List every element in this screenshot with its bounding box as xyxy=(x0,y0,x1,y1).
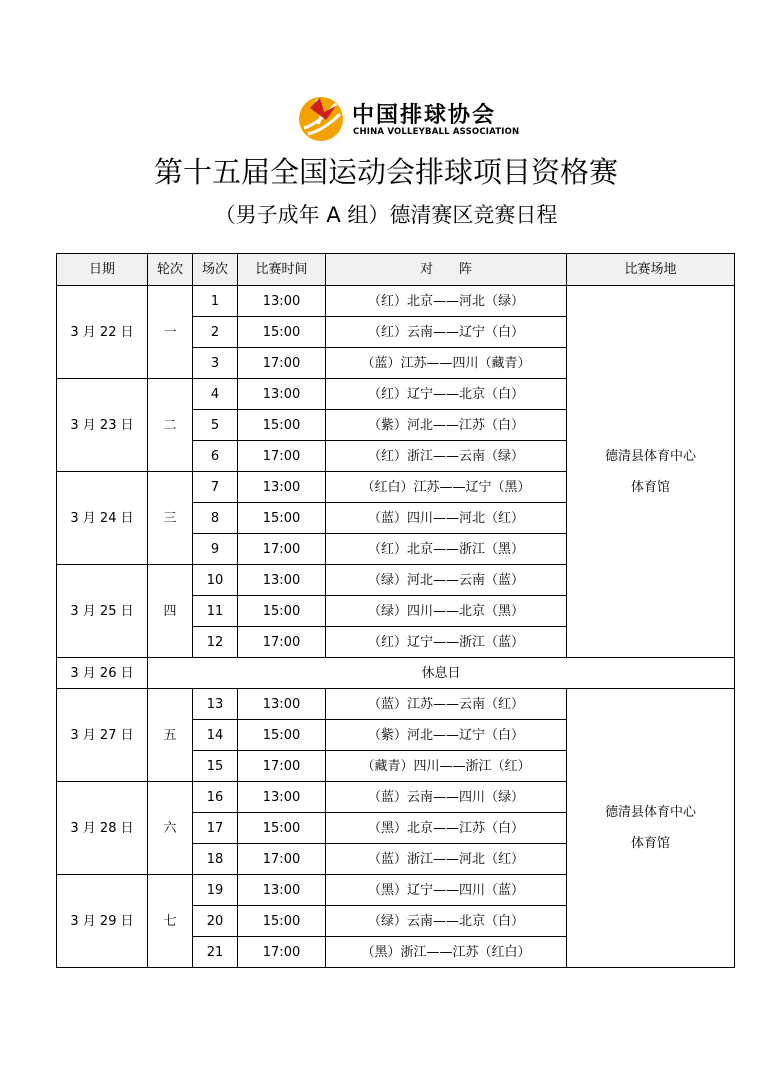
match-no-cell: 13 xyxy=(193,689,238,720)
header-time: 比赛时间 xyxy=(238,254,326,286)
logo-english-text: CHINA VOLLEYBALL ASSOCIATION xyxy=(353,127,520,137)
header-date: 日期 xyxy=(57,254,148,286)
match-no-cell: 12 xyxy=(193,627,238,658)
time-cell: 13:00 xyxy=(238,286,326,317)
time-cell: 17:00 xyxy=(238,534,326,565)
venue-cell xyxy=(567,689,735,968)
logo-chinese-text: 中国排球协会 xyxy=(352,102,497,128)
matchup-cell: （蓝）江苏——四川（藏青） xyxy=(326,348,567,379)
time-cell: 17:00 xyxy=(238,627,326,658)
date-cell: 3 月 29 日 xyxy=(57,875,148,968)
time-cell: 17:00 xyxy=(238,937,326,968)
header-matchup: 对 阵 xyxy=(326,254,567,286)
match-no-cell: 3 xyxy=(193,348,238,379)
round-cell: 三 xyxy=(148,472,193,565)
header-venue: 比赛场地 xyxy=(567,254,735,286)
matchup-cell: （红）云南——辽宁（白） xyxy=(326,317,567,348)
matchup-cell: （红）北京——河北（绿） xyxy=(326,286,567,317)
matchup-cell: （紫）河北——江苏（白） xyxy=(326,410,567,441)
date-cell: 3 月 23 日 xyxy=(57,379,148,472)
matchup-cell: （红）辽宁——浙江（蓝） xyxy=(326,627,567,658)
time-cell: 17:00 xyxy=(238,844,326,875)
rest-date-cell: 3 月 26 日 xyxy=(57,658,148,689)
matchup-cell: （蓝）浙江——河北（红） xyxy=(326,844,567,875)
match-no-cell: 18 xyxy=(193,844,238,875)
time-cell: 15:00 xyxy=(238,906,326,937)
match-no-cell: 6 xyxy=(193,441,238,472)
time-cell: 13:00 xyxy=(238,379,326,410)
venue-line1: 德清县体育中心 xyxy=(604,805,696,820)
matchup-cell: （绿）四川——北京（黑） xyxy=(326,596,567,627)
table-header-row xyxy=(57,254,735,286)
time-cell: 15:00 xyxy=(238,596,326,627)
time-cell: 17:00 xyxy=(238,348,326,379)
matchup-cell: （黑）浙江——江苏（红白） xyxy=(326,937,567,968)
matchup-cell: （蓝）云南——四川（绿） xyxy=(326,782,567,813)
match-no-cell: 16 xyxy=(193,782,238,813)
matchup-cell: （藏青）四川——浙江（红） xyxy=(326,751,567,782)
page-subtitle: （男子成年 A 组）德清赛区竞赛日程 xyxy=(214,203,558,227)
time-cell: 13:00 xyxy=(238,782,326,813)
time-cell: 15:00 xyxy=(238,813,326,844)
match-no-cell: 21 xyxy=(193,937,238,968)
time-cell: 15:00 xyxy=(238,317,326,348)
match-no-cell: 19 xyxy=(193,875,238,906)
time-cell: 17:00 xyxy=(238,441,326,472)
matchup-cell: （蓝）四川——河北（红） xyxy=(326,503,567,534)
date-cell: 3 月 24 日 xyxy=(57,472,148,565)
matchup-cell: （黑）北京——江苏（白） xyxy=(326,813,567,844)
match-no-cell: 7 xyxy=(193,472,238,503)
time-cell: 15:00 xyxy=(238,503,326,534)
rest-day-row xyxy=(57,658,735,689)
round-cell: 一 xyxy=(148,286,193,379)
round-cell: 六 xyxy=(148,782,193,875)
time-cell: 17:00 xyxy=(238,751,326,782)
match-no-cell: 1 xyxy=(193,286,238,317)
header-match-no: 场次 xyxy=(193,254,238,286)
matchup-cell: （红白）江苏——辽宁（黑） xyxy=(326,472,567,503)
match-no-cell: 2 xyxy=(193,317,238,348)
time-cell: 13:00 xyxy=(238,472,326,503)
matchup-cell: （黑）辽宁——四川（蓝） xyxy=(326,875,567,906)
time-cell: 13:00 xyxy=(238,565,326,596)
venue-line1: 德清县体育中心 xyxy=(604,448,696,464)
matchup-cell: （紫）河北——辽宁（白） xyxy=(326,720,567,751)
venue-line2: 体育馆 xyxy=(630,836,670,851)
matchup-cell: （红）北京——浙江（黑） xyxy=(326,534,567,565)
matchup-cell: （绿）河北——云南（蓝） xyxy=(326,565,567,596)
time-cell: 13:00 xyxy=(238,875,326,906)
date-cell: 3 月 27 日 xyxy=(57,689,148,782)
table-row xyxy=(57,689,735,720)
date-cell: 3 月 28 日 xyxy=(57,782,148,875)
match-no-cell: 10 xyxy=(193,565,238,596)
matchup-cell: （红）辽宁——北京（白） xyxy=(326,379,567,410)
match-no-cell: 5 xyxy=(193,410,238,441)
matchup-cell: （红）浙江——云南（绿） xyxy=(326,441,567,472)
match-no-cell: 8 xyxy=(193,503,238,534)
time-cell: 15:00 xyxy=(238,720,326,751)
round-cell: 七 xyxy=(148,875,193,968)
volleyball-logo-icon xyxy=(296,94,346,144)
match-no-cell: 17 xyxy=(193,813,238,844)
match-no-cell: 15 xyxy=(193,751,238,782)
match-no-cell: 14 xyxy=(193,720,238,751)
header-round: 轮次 xyxy=(148,254,193,286)
matchup-cell: （绿）云南——北京（白） xyxy=(326,906,567,937)
date-cell: 3 月 25 日 xyxy=(57,565,148,658)
time-cell: 13:00 xyxy=(238,689,326,720)
round-cell: 五 xyxy=(148,689,193,782)
venue-cell xyxy=(567,286,735,658)
matchup-cell: （蓝）江苏——云南（红） xyxy=(326,689,567,720)
page-title: 第十五届全国运动会排球项目资格赛 xyxy=(153,155,618,189)
schedule-table xyxy=(56,253,735,968)
match-no-cell: 11 xyxy=(193,596,238,627)
venue-line2: 体育馆 xyxy=(630,479,670,495)
rest-label-cell: 休息日 xyxy=(148,658,735,689)
date-cell: 3 月 22 日 xyxy=(57,286,148,379)
match-no-cell: 9 xyxy=(193,534,238,565)
table-row xyxy=(57,286,735,317)
round-cell: 四 xyxy=(148,565,193,658)
match-no-cell: 4 xyxy=(193,379,238,410)
association-logo xyxy=(296,94,520,144)
round-cell: 二 xyxy=(148,379,193,472)
time-cell: 15:00 xyxy=(238,410,326,441)
match-no-cell: 20 xyxy=(193,906,238,937)
